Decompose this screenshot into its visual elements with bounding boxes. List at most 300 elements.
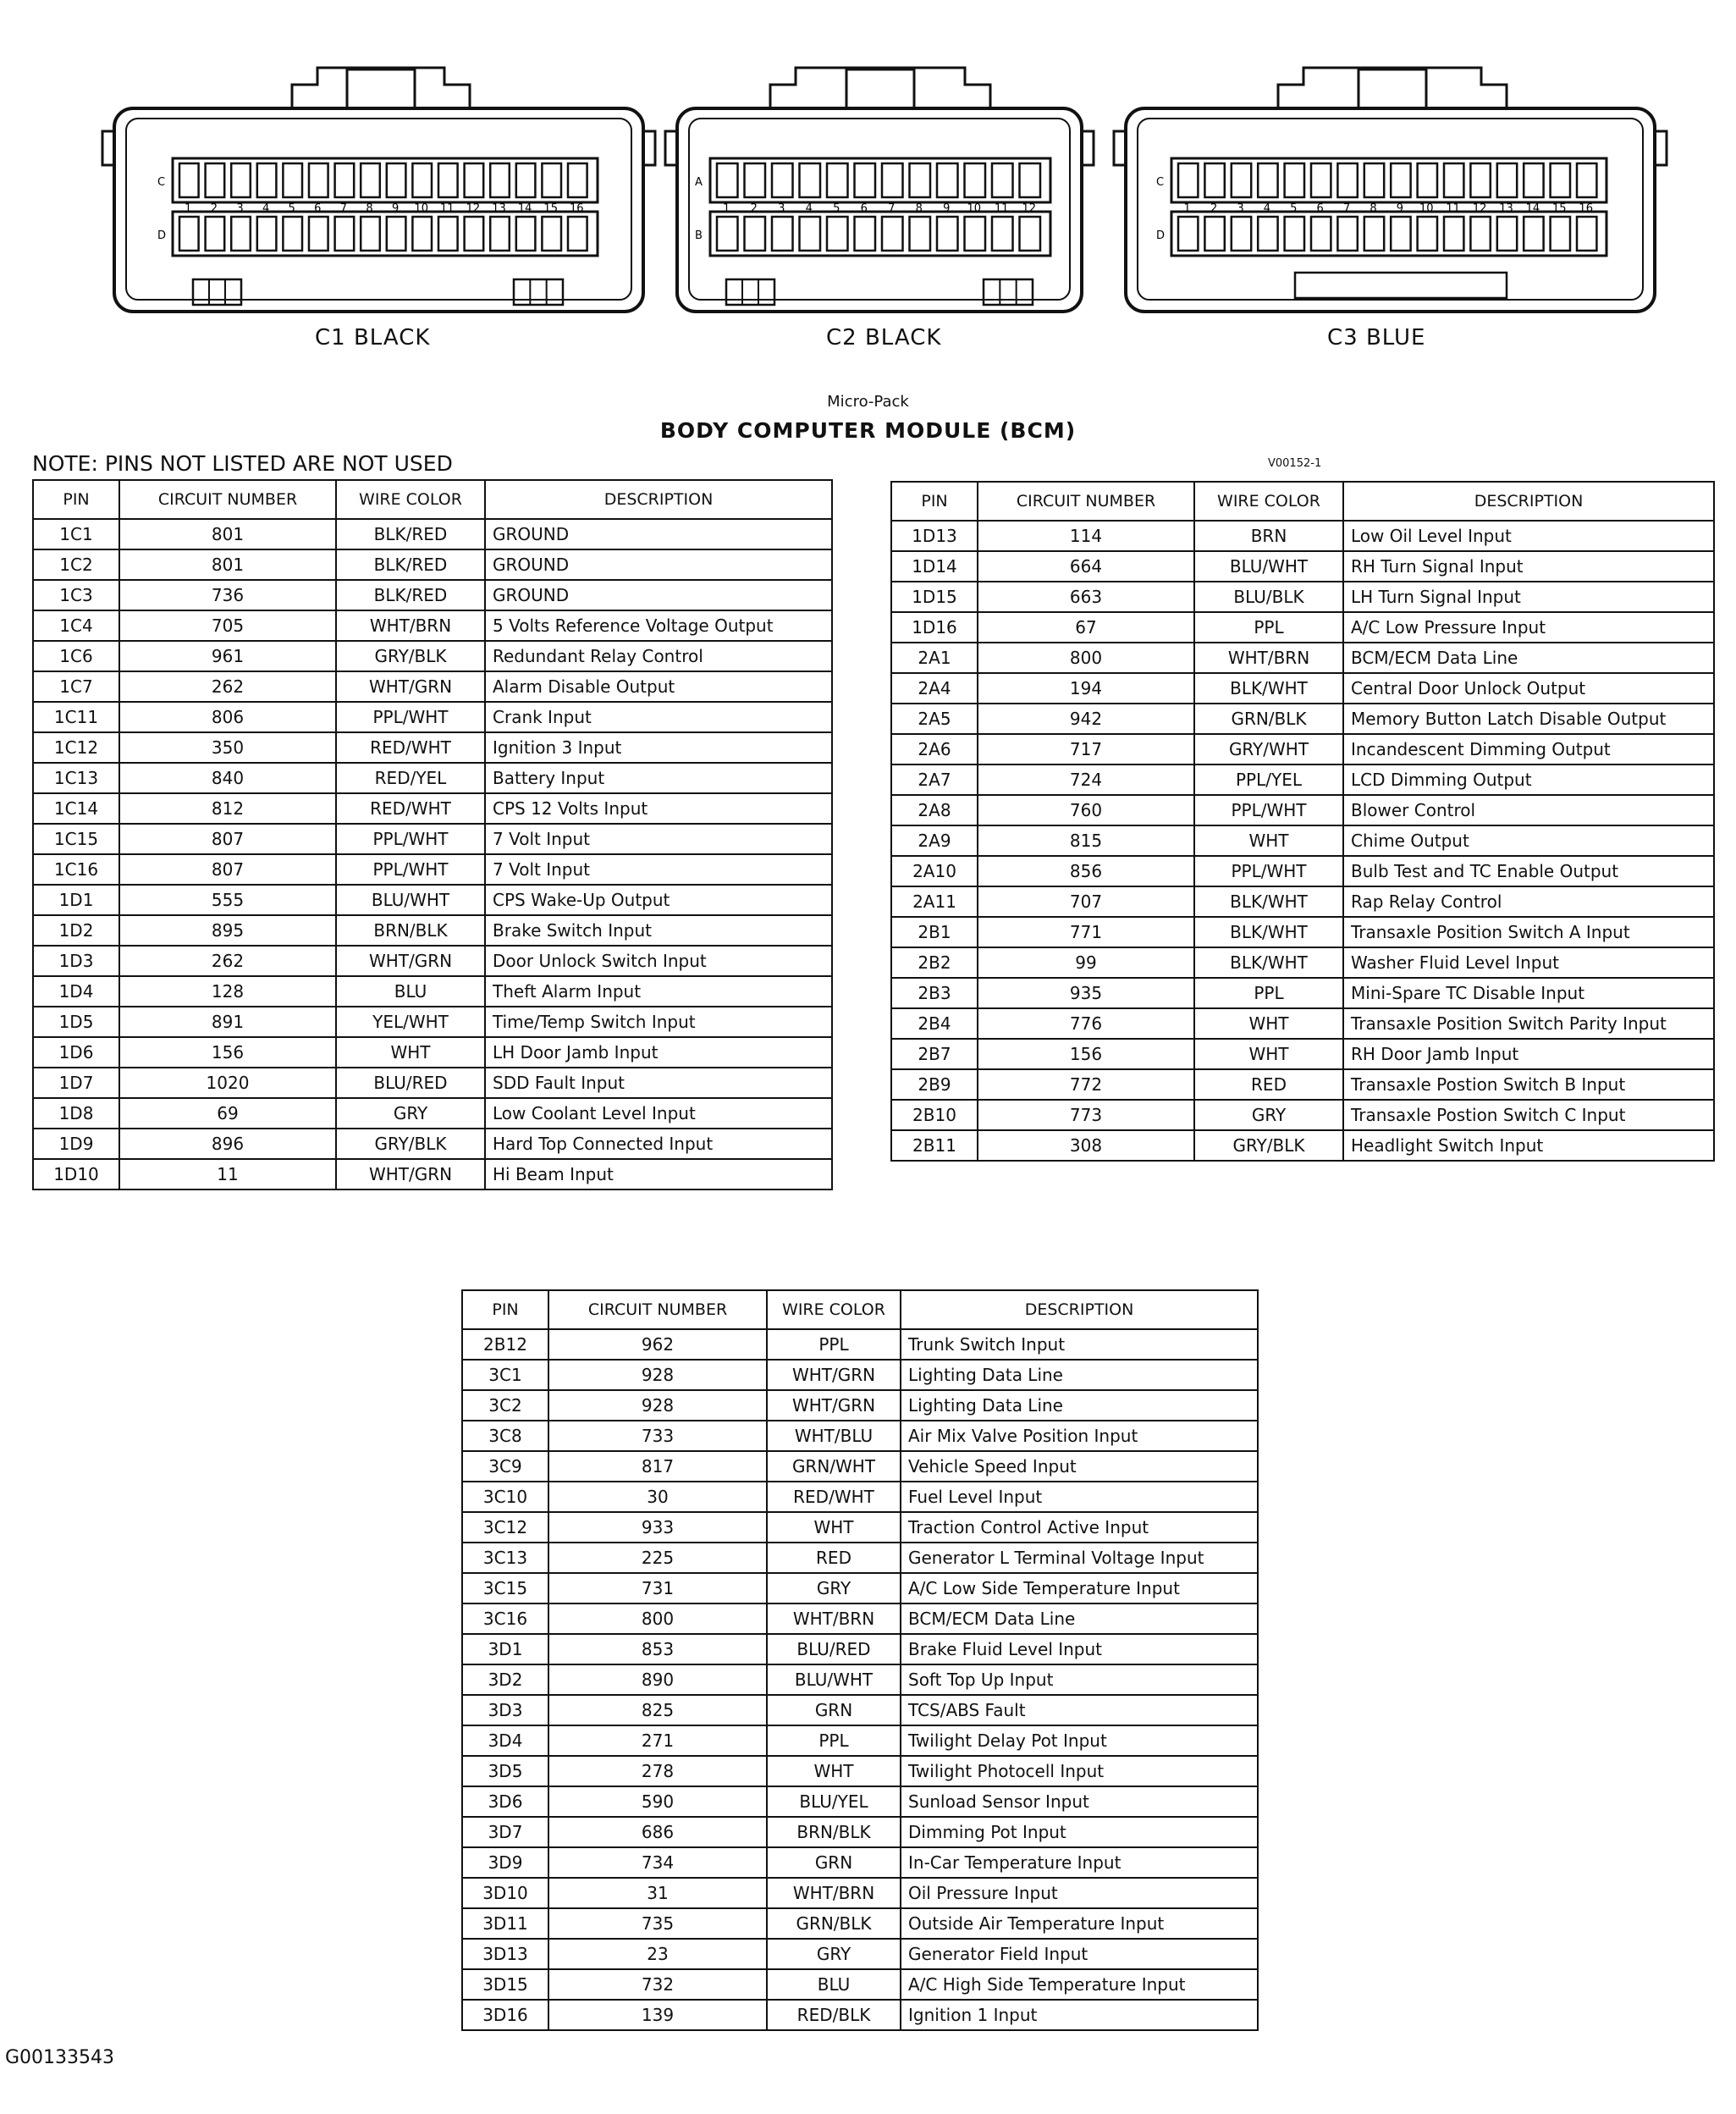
cell-wire-color: WHT/BRN [1194, 643, 1343, 673]
column-header-circuit: CIRCUIT NUMBER [119, 480, 336, 519]
cell-description: Crank Input [485, 702, 832, 732]
cell-circuit: 717 [978, 734, 1194, 764]
cell-wire-color: GRY [1194, 1100, 1343, 1130]
table-row [33, 946, 832, 976]
cell-pin: 1C16 [33, 854, 119, 885]
cell-circuit: 23 [548, 1939, 767, 1969]
cell-description: Transaxle Position Switch Parity Input [1343, 1008, 1714, 1039]
table-row [33, 1129, 832, 1159]
cell-wire-color: GRY [767, 1573, 901, 1603]
pin-number: 10 [414, 202, 428, 215]
cell-pin: 3D10 [462, 1878, 548, 1908]
cell-pin: 3D3 [462, 1695, 548, 1725]
pin-number: 13 [492, 202, 506, 215]
cell-pin: 1D1 [33, 885, 119, 915]
cell-pin: 2B10 [891, 1100, 978, 1130]
cell-circuit: 736 [119, 580, 336, 610]
cell-wire-color: PPL/WHT [336, 702, 485, 732]
cell-pin: 1C13 [33, 763, 119, 793]
cell-circuit: 856 [978, 856, 1194, 886]
column-header-wire-color: WIRE COLOR [336, 480, 485, 519]
cell-pin: 2B3 [891, 978, 978, 1008]
cell-circuit: 271 [548, 1725, 767, 1756]
cell-wire-color: GRN/WHT [767, 1451, 901, 1482]
cell-pin: 3D13 [462, 1939, 548, 1969]
pin-number: 14 [1525, 202, 1540, 215]
column-header-pin: PIN [33, 480, 119, 519]
table-row [462, 1939, 1258, 1969]
cell-circuit: 891 [119, 1007, 336, 1037]
cell-wire-color: RED/WHT [767, 1482, 901, 1512]
cell-pin: 1C4 [33, 610, 119, 641]
table-row [33, 610, 832, 641]
cell-pin: 1D15 [891, 582, 978, 612]
table-row [891, 886, 1714, 917]
cell-description: Outside Air Temperature Input [901, 1908, 1258, 1939]
cell-pin: 1C6 [33, 641, 119, 671]
cell-wire-color: BLK/WHT [1194, 917, 1343, 947]
cell-description: Incandescent Dimming Output [1343, 734, 1714, 764]
column-header-circuit: CIRCUIT NUMBER [978, 482, 1194, 521]
pin-table-1 [32, 479, 833, 1190]
table-row [462, 1725, 1258, 1756]
cell-description: Low Coolant Level Input [485, 1098, 832, 1129]
cell-circuit: 807 [119, 824, 336, 854]
pin-number: 2 [750, 202, 758, 215]
cell-wire-color: PPL [1194, 978, 1343, 1008]
cell-circuit: 817 [548, 1451, 767, 1482]
cell-circuit: 225 [548, 1543, 767, 1573]
table-row [33, 976, 832, 1007]
cell-description: Hi Beam Input [485, 1159, 832, 1189]
cell-description: Brake Switch Input [485, 915, 832, 946]
cell-circuit: 933 [548, 1512, 767, 1543]
pin-number: 12 [1472, 202, 1487, 215]
cell-wire-color: RED/WHT [336, 793, 485, 824]
cell-wire-color: WHT [1194, 1008, 1343, 1039]
cell-circuit: 734 [548, 1847, 767, 1878]
cell-wire-color: BLU [336, 976, 485, 1007]
table-row [33, 763, 832, 793]
cell-pin: 1C7 [33, 671, 119, 702]
pin-number: 12 [466, 202, 481, 215]
cell-pin: 3C10 [462, 1482, 548, 1512]
cell-pin: 1D16 [891, 612, 978, 643]
cell-wire-color: WHT [767, 1512, 901, 1543]
pin-number: 5 [833, 202, 840, 215]
cell-description: CPS Wake-Up Output [485, 885, 832, 915]
table-row [891, 643, 1714, 673]
column-header-pin: PIN [462, 1290, 548, 1329]
pin-number: 1 [723, 202, 730, 215]
table-row [33, 641, 832, 671]
table-row [891, 551, 1714, 582]
table-row [462, 1664, 1258, 1695]
table-row [462, 1756, 1258, 1786]
cell-circuit: 590 [548, 1786, 767, 1817]
cell-circuit: 69 [119, 1098, 336, 1129]
table-row [891, 1039, 1714, 1069]
cell-pin: 3C2 [462, 1390, 548, 1421]
cell-circuit: 772 [978, 1069, 1194, 1100]
cell-circuit: 1020 [119, 1068, 336, 1098]
table-row [891, 673, 1714, 704]
cell-pin: 1C11 [33, 702, 119, 732]
cell-description: Time/Temp Switch Input [485, 1007, 832, 1037]
cell-circuit: 928 [548, 1360, 767, 1390]
cell-wire-color: PPL [767, 1725, 901, 1756]
table-row [891, 1130, 1714, 1161]
cell-circuit: 686 [548, 1817, 767, 1847]
pin-number: 7 [339, 202, 348, 215]
cell-circuit: 807 [119, 854, 336, 885]
table-row [33, 854, 832, 885]
table-row [462, 1695, 1258, 1725]
cell-description: Generator L Terminal Voltage Input [901, 1543, 1258, 1573]
table-row [462, 1512, 1258, 1543]
cell-pin: 3D16 [462, 2000, 548, 2030]
cell-description: 7 Volt Input [485, 824, 832, 854]
cell-circuit: 853 [548, 1634, 767, 1664]
cell-circuit: 812 [119, 793, 336, 824]
cell-pin: 2A10 [891, 856, 978, 886]
cell-description: Washer Fluid Level Input [1343, 947, 1714, 978]
cell-description: Blower Control [1343, 795, 1714, 825]
cell-pin: 2B12 [462, 1329, 548, 1360]
cell-circuit: 961 [119, 641, 336, 671]
cell-description: Traction Control Active Input [901, 1512, 1258, 1543]
pin-number: 3 [778, 202, 785, 215]
connector-diagrams [0, 0, 1736, 364]
page-title: BODY COMPUTER MODULE (BCM) [659, 418, 1077, 443]
cell-description: SDD Fault Input [485, 1068, 832, 1098]
table-row [462, 1329, 1258, 1360]
cell-circuit: 128 [119, 976, 336, 1007]
cell-pin: 1C14 [33, 793, 119, 824]
cell-wire-color: GRY/WHT [1194, 734, 1343, 764]
cell-description: A/C Low Side Temperature Input [901, 1573, 1258, 1603]
cell-wire-color: BLU/RED [336, 1068, 485, 1098]
cell-circuit: 664 [978, 551, 1194, 582]
cell-pin: 3D1 [462, 1634, 548, 1664]
pin-number: 15 [1552, 202, 1567, 215]
cell-wire-color: RED/WHT [336, 732, 485, 763]
cell-wire-color: GRN/BLK [767, 1908, 901, 1939]
connector-hood [770, 68, 990, 108]
pin-number: 5 [1290, 202, 1298, 215]
cell-wire-color: BLU/YEL [767, 1786, 901, 1817]
cell-description: Chime Output [1343, 825, 1714, 856]
cell-wire-color: PPL/WHT [336, 824, 485, 854]
pins-note: NOTE: PINS NOT LISTED ARE NOT USED [32, 451, 453, 476]
table-row [33, 915, 832, 946]
table-row [891, 704, 1714, 734]
cell-pin: 3C8 [462, 1421, 548, 1451]
pin-number: 8 [1370, 202, 1377, 215]
cell-circuit: 114 [978, 521, 1194, 551]
cell-description: Central Door Unlock Output [1343, 673, 1714, 704]
cell-description: Transaxle Position Switch A Input [1343, 917, 1714, 947]
column-header-description: DESCRIPTION [1343, 482, 1714, 521]
table-row [462, 1908, 1258, 1939]
cell-circuit: 724 [978, 764, 1194, 795]
cell-pin: 1D14 [891, 551, 978, 582]
cell-description: Headlight Switch Input [1343, 1130, 1714, 1161]
cell-description: Redundant Relay Control [485, 641, 832, 671]
cell-pin: 2A6 [891, 734, 978, 764]
cell-description: BCM/ECM Data Line [901, 1603, 1258, 1634]
table-header-row [462, 1290, 1258, 1329]
cell-wire-color: GRY [767, 1939, 901, 1969]
cell-description: Transaxle Postion Switch B Input [1343, 1069, 1714, 1100]
cell-description: LCD Dimming Output [1343, 764, 1714, 795]
cell-circuit: 825 [548, 1695, 767, 1725]
pin-number: 10 [1419, 202, 1434, 215]
cell-pin: 2B7 [891, 1039, 978, 1069]
cell-circuit: 771 [978, 917, 1194, 947]
cell-description: Dimming Pot Input [901, 1817, 1258, 1847]
cell-wire-color: WHT/GRN [336, 671, 485, 702]
cell-circuit: 156 [119, 1037, 336, 1068]
cell-description: Lighting Data Line [901, 1390, 1258, 1421]
cell-description: Ignition 1 Input [901, 2000, 1258, 2030]
cell-circuit: 806 [119, 702, 336, 732]
row-letter: D [1156, 229, 1166, 242]
table-header-row [891, 482, 1714, 521]
cell-circuit: 962 [548, 1329, 767, 1360]
table-row [462, 1573, 1258, 1603]
connector-c3-label: C3 BLUE [1327, 325, 1426, 350]
table-row [462, 1390, 1258, 1421]
column-header-description: DESCRIPTION [485, 480, 832, 519]
pin-number: 4 [805, 202, 813, 215]
row-letter: A [695, 176, 703, 189]
cell-wire-color: BRN [1194, 521, 1343, 551]
cell-description: Vehicle Speed Input [901, 1451, 1258, 1482]
cell-wire-color: RED [1194, 1069, 1343, 1100]
row-letter: B [695, 229, 703, 242]
cell-wire-color: BLU/RED [767, 1634, 901, 1664]
pin-number: 6 [1316, 202, 1324, 215]
cell-pin: 1D7 [33, 1068, 119, 1098]
cell-wire-color: BLK/RED [336, 519, 485, 549]
cell-pin: 3D4 [462, 1725, 548, 1756]
cell-circuit: 731 [548, 1573, 767, 1603]
cell-circuit: 705 [119, 610, 336, 641]
table-row [891, 521, 1714, 551]
connector-body [677, 108, 1082, 312]
cell-description: Generator Field Input [901, 1939, 1258, 1969]
connector-hood [1278, 68, 1507, 108]
pin-number: 4 [1263, 202, 1271, 215]
cell-circuit: 732 [548, 1969, 767, 2000]
cell-wire-color: WHT [1194, 1039, 1343, 1069]
cell-pin: 1D2 [33, 915, 119, 946]
table-row [462, 1847, 1258, 1878]
cell-circuit: 801 [119, 519, 336, 549]
cell-wire-color: GRY/BLK [336, 641, 485, 671]
cell-pin: 3D15 [462, 1969, 548, 2000]
cell-pin: 2A8 [891, 795, 978, 825]
cell-wire-color: WHT/GRN [336, 946, 485, 976]
cell-wire-color: GRN [767, 1695, 901, 1725]
pin-number: 1 [185, 202, 192, 215]
cell-circuit: 942 [978, 704, 1194, 734]
table-row [462, 1421, 1258, 1451]
cell-description: LH Turn Signal Input [1343, 582, 1714, 612]
column-header-pin: PIN [891, 482, 978, 521]
cell-circuit: 776 [978, 1008, 1194, 1039]
cell-pin: 3D2 [462, 1664, 548, 1695]
cell-wire-color: WHT [767, 1756, 901, 1786]
pin-number: 9 [1396, 202, 1404, 215]
cell-pin: 1C1 [33, 519, 119, 549]
table-row [891, 947, 1714, 978]
cell-circuit: 800 [548, 1603, 767, 1634]
cell-description: Lighting Data Line [901, 1360, 1258, 1390]
cell-wire-color: BLU/WHT [1194, 551, 1343, 582]
cell-description: TCS/ABS Fault [901, 1695, 1258, 1725]
cell-wire-color: RED/YEL [336, 763, 485, 793]
connector-side-tab [643, 131, 655, 165]
cell-description: In-Car Temperature Input [901, 1847, 1258, 1878]
table-row [33, 671, 832, 702]
cell-pin: 2A5 [891, 704, 978, 734]
table-row [891, 1008, 1714, 1039]
cell-description: Twilight Delay Pot Input [901, 1725, 1258, 1756]
cell-circuit: 30 [548, 1482, 767, 1512]
cell-circuit: 11 [119, 1159, 336, 1189]
cell-description: Oil Pressure Input [901, 1878, 1258, 1908]
cell-description: GROUND [485, 519, 832, 549]
pin-number: 9 [943, 202, 951, 215]
cell-pin: 3D7 [462, 1817, 548, 1847]
table-row [33, 885, 832, 915]
table-row [462, 1634, 1258, 1664]
cell-description: Air Mix Valve Position Input [901, 1421, 1258, 1451]
pin-number: 16 [1579, 202, 1593, 215]
connector-side-tab [1114, 131, 1126, 165]
cell-wire-color: BLK/RED [336, 580, 485, 610]
pin-number: 14 [517, 202, 532, 215]
cell-circuit: 555 [119, 885, 336, 915]
cell-pin: 1C12 [33, 732, 119, 763]
cell-description: Mini-Spare TC Disable Input [1343, 978, 1714, 1008]
cell-description: BCM/ECM Data Line [1343, 643, 1714, 673]
cell-wire-color: WHT/BRN [767, 1878, 901, 1908]
reference-code: V00152-1 [1268, 457, 1322, 470]
cell-circuit: 935 [978, 978, 1194, 1008]
cell-circuit: 262 [119, 671, 336, 702]
cell-description: GROUND [485, 580, 832, 610]
table-row [891, 856, 1714, 886]
cell-description: Brake Fluid Level Input [901, 1634, 1258, 1664]
table-header-row [33, 480, 832, 519]
pin-number: 8 [366, 202, 373, 215]
table-row [33, 1159, 832, 1189]
cell-circuit: 890 [548, 1664, 767, 1695]
row-letter: D [157, 229, 167, 242]
cell-pin: 2A7 [891, 764, 978, 795]
pin-number: 16 [570, 202, 584, 215]
cell-circuit: 733 [548, 1421, 767, 1451]
cell-pin: 1D9 [33, 1129, 119, 1159]
cell-circuit: 801 [119, 549, 336, 580]
column-header-wire-color: WIRE COLOR [1194, 482, 1343, 521]
column-header-description: DESCRIPTION [901, 1290, 1258, 1329]
cell-wire-color: BRN/BLK [336, 915, 485, 946]
connector-hood [292, 68, 470, 108]
table-row [891, 825, 1714, 856]
cell-wire-color: RED [767, 1543, 901, 1573]
cell-pin: 3C15 [462, 1573, 548, 1603]
cell-wire-color: GRY/BLK [1194, 1130, 1343, 1161]
table-row [33, 580, 832, 610]
cell-circuit: 760 [978, 795, 1194, 825]
figure-id: G00133543 [5, 2047, 115, 2068]
cell-pin: 1C2 [33, 549, 119, 580]
cell-description: Transaxle Postion Switch C Input [1343, 1100, 1714, 1130]
pin-number: 6 [314, 202, 322, 215]
cell-pin: 2A9 [891, 825, 978, 856]
cell-wire-color: WHT [336, 1037, 485, 1068]
cell-circuit: 800 [978, 643, 1194, 673]
cell-description: Battery Input [485, 763, 832, 793]
cell-description: Theft Alarm Input [485, 976, 832, 1007]
cell-wire-color: GRY [336, 1098, 485, 1129]
cell-description: Ignition 3 Input [485, 732, 832, 763]
row-letter: C [157, 176, 166, 189]
cell-circuit: 99 [978, 947, 1194, 978]
cell-wire-color: WHT/BRN [767, 1603, 901, 1634]
cell-wire-color: BLU [767, 1969, 901, 2000]
row-letter: C [1156, 176, 1165, 189]
pin-number: 2 [210, 202, 218, 215]
cell-pin: 3C16 [462, 1603, 548, 1634]
cell-circuit: 707 [978, 886, 1194, 917]
cell-circuit: 67 [978, 612, 1194, 643]
table-row [891, 917, 1714, 947]
pin-number: 7 [1342, 202, 1351, 215]
cell-pin: 1D10 [33, 1159, 119, 1189]
cell-description: Hard Top Connected Input [485, 1129, 832, 1159]
pin-number: 11 [1446, 202, 1460, 215]
column-header-wire-color: WIRE COLOR [767, 1290, 901, 1329]
cell-pin: 3D5 [462, 1756, 548, 1786]
cell-circuit: 896 [119, 1129, 336, 1159]
cell-pin: 3C1 [462, 1360, 548, 1390]
cell-description: Bulb Test and TC Enable Output [1343, 856, 1714, 886]
cell-wire-color: RED/BLK [767, 2000, 901, 2030]
cell-description: Alarm Disable Output [485, 671, 832, 702]
table-row [33, 1098, 832, 1129]
table-row [462, 1482, 1258, 1512]
column-header-circuit: CIRCUIT NUMBER [548, 1290, 767, 1329]
cell-wire-color: WHT/BLU [767, 1421, 901, 1451]
table-row [462, 1878, 1258, 1908]
pin-number: 7 [888, 202, 896, 215]
connector-c1-label: C1 BLACK [315, 325, 431, 350]
cell-description: Fuel Level Input [901, 1482, 1258, 1512]
cell-pin: 3D11 [462, 1908, 548, 1939]
cell-description: A/C High Side Temperature Input [901, 1969, 1258, 2000]
table-row [891, 1069, 1714, 1100]
cell-wire-color: WHT/GRN [767, 1360, 901, 1390]
cell-description: 7 Volt Input [485, 854, 832, 885]
table-row [462, 1969, 1258, 2000]
cell-description: Door Unlock Switch Input [485, 946, 832, 976]
cell-circuit: 350 [119, 732, 336, 763]
